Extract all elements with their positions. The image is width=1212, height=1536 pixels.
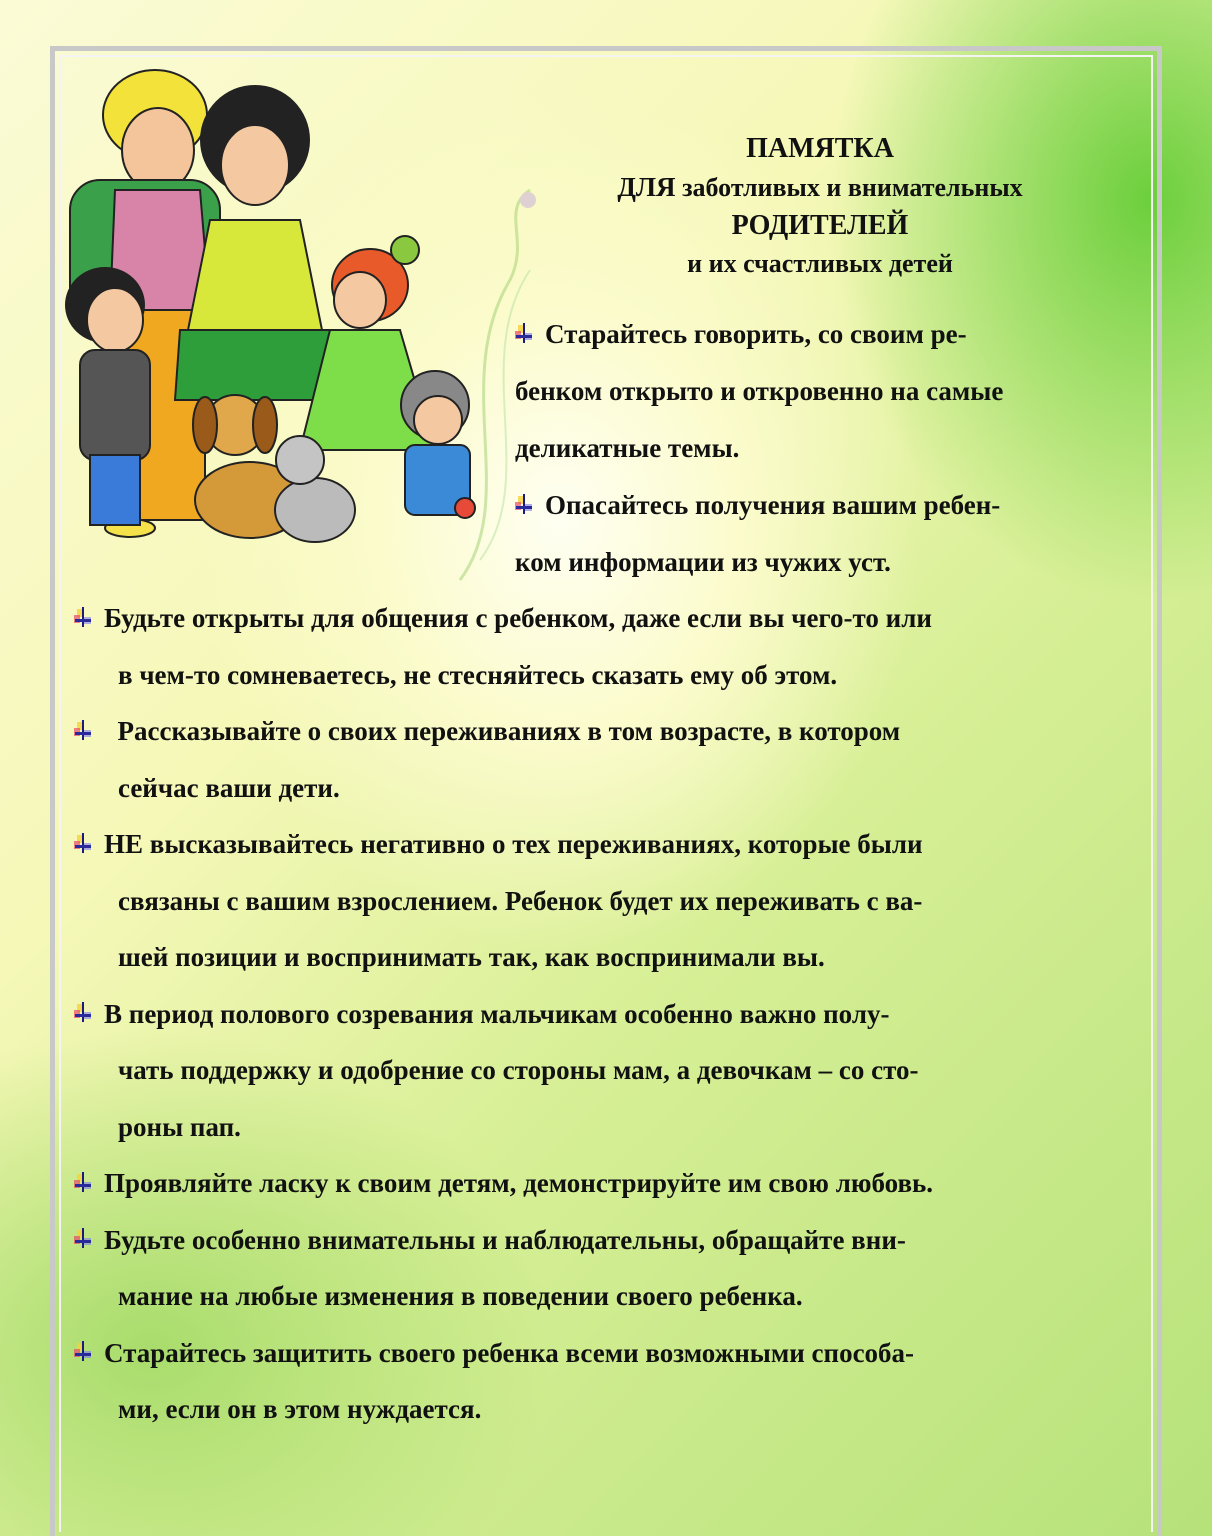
tip-line: Старайтесь защитить своего ребенка всеми возможными способа- (104, 1337, 915, 1368)
tip-item (74, 1325, 1134, 1438)
plus-arrow-bullet-icon (74, 1002, 92, 1022)
tip-line: мание на любые изменения в поведении своего ребенка. (118, 1281, 803, 1311)
top-tips-list (515, 306, 1125, 591)
tip-line: роны пап. (118, 1111, 241, 1142)
tip-line: бенком открыто и откровенно на самые (515, 376, 1004, 406)
title-parents: РОДИТЕЛЕЙ (731, 210, 909, 241)
tip-line: чать поддержку и одобрение со стороны мам, а девочкам – со сто- (118, 1055, 919, 1085)
plus-arrow-bullet-icon (74, 833, 92, 853)
tip-item (74, 1212, 1134, 1325)
plus-arrow-bullet-icon (74, 1341, 92, 1361)
tip-line: Будьте открыты для общения с ребенком, даже если вы чего-то или (104, 603, 932, 633)
tip-line: Старайтесь говорить, со своим ре- (545, 319, 967, 349)
title-children: и их счастливых детей (687, 249, 953, 278)
cat-figure (275, 436, 355, 542)
tip-item (74, 816, 1134, 986)
tip-line: В период полового созревания мальчикам особенно важно полу- (104, 998, 890, 1029)
plus-arrow-bullet-icon (74, 1172, 92, 1192)
plus-arrow-bullet-icon (74, 720, 92, 740)
tip-item (74, 703, 1134, 816)
tip-line: деликатные темы. (515, 433, 740, 463)
plus-arrow-bullet-icon (74, 1228, 92, 1248)
tip-line: ми, если он в этом нуждается. (118, 1394, 482, 1424)
plus-arrow-bullet-icon (515, 494, 533, 514)
boy-figure (65, 267, 150, 525)
tip-line: шей позиции и воспринимать так, как воспринимали вы. (118, 942, 825, 972)
tip-line: ком информации из чужих уст. (515, 547, 891, 577)
title-main: ПАМЯТКА (746, 133, 894, 164)
title-subtitle-rest: заботливых и внимательных (675, 173, 1023, 202)
tip-line: Рассказывайте о своих переживаниях в том возрасте, в котором (104, 716, 901, 746)
tip-line: Будьте особенно внимательны и наблюдательны, обращайте вни- (104, 1224, 906, 1255)
title-subtitle-1 (560, 168, 1080, 207)
tip-item (515, 477, 1125, 591)
plus-arrow-bullet-icon (74, 607, 92, 627)
title-block (560, 130, 1080, 283)
plus-arrow-bullet-icon (515, 323, 533, 343)
title-caps-word: ДЛЯ (617, 172, 676, 202)
tip-line: в чем-то сомневаетесь, не стесняйтесь сказать ему об этом. (118, 659, 838, 690)
tip-item (74, 590, 1134, 703)
tip-line: НЕ высказывайтесь негативно о тех переживаниях, которые были (104, 829, 923, 859)
tip-line: Опасайтесь получения вашим ребен- (545, 490, 1001, 520)
tip-item (515, 306, 1125, 477)
tip-item (74, 1155, 1134, 1212)
tip-line: сейчас ваши дети. (118, 772, 340, 803)
tip-line: связаны с вашим взрослением. Ребенок будет их переживать с ва- (118, 885, 923, 916)
main-tips-list (74, 590, 1134, 1438)
tip-item (74, 986, 1134, 1156)
family-illustration (60, 60, 500, 550)
tip-line: Проявляйте ласку к своим детям, демонстрируйте им свою любовь. (104, 1168, 934, 1198)
